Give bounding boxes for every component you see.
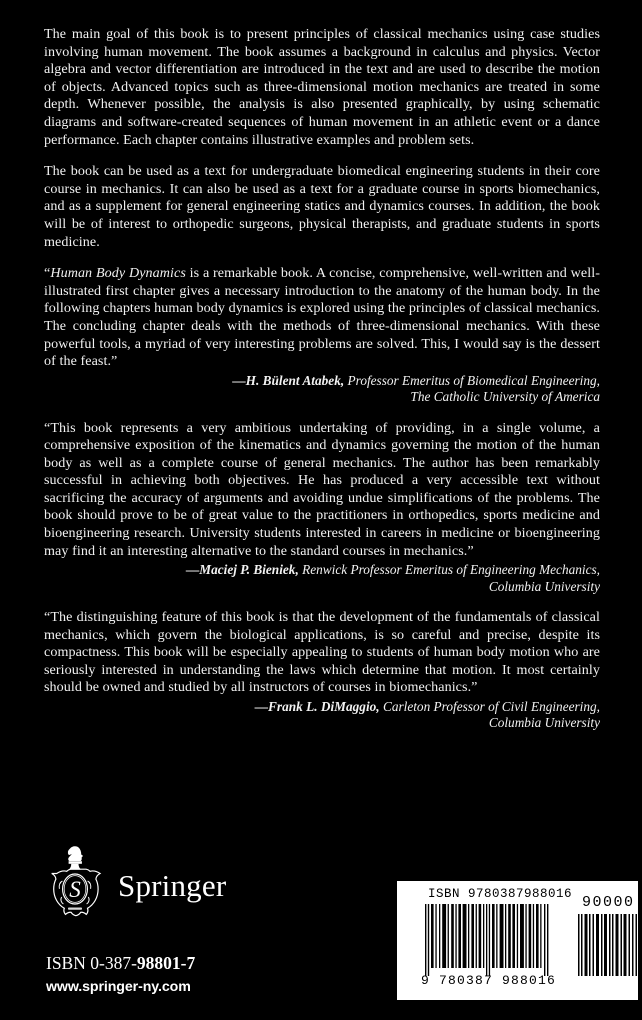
barcode-isbn-label: ISBN 9780387988016 xyxy=(428,887,573,901)
review-quote-dimaggio: “The distinguishing feature of this book is that the development of the fundamentals of classical mechanics, which govern the biological applications, is so careful and precise, despite its compactness. This book will be especially appealing to students of human body motion who are seriously interested in understanding the laws which determine that motion. It most certainly should be owned and studied by all instructors of courses in biomechanics.” xyxy=(44,609,600,696)
publisher-name: Springer xyxy=(118,867,227,903)
isbn-line xyxy=(46,952,195,974)
attribution-line-secondary: Columbia University xyxy=(488,578,600,594)
attribution-line-primary xyxy=(44,373,600,389)
publisher-logo-block xyxy=(48,845,226,919)
isbn-prefix: ISBN 0-387- xyxy=(46,953,137,973)
isbn-text-block xyxy=(46,952,195,997)
cover-text-column xyxy=(44,26,600,746)
barcode-human-readable-digits: 9 780387 988016 xyxy=(421,973,557,988)
description-paragraph-1: The main goal of this book is to present principles of classical mechanics using case studies involving human movement. The book assumes a background in calculus and physics. Vector algebra and vector differentiation are introduced in the text and are used to describe the motion of objects. Advanced topics such as three-dimensional motion mechanics are treated in some depth. Whenever possible, the analysis is also presented graphically, by using schematic diagrams and software-created sequences of human movement in an athletic event or a dance performance. Each chapter contains illustrative examples and problem sets. xyxy=(44,26,600,148)
attribution-role: Carleton Professor of Civil Engineering, xyxy=(379,699,600,715)
description-paragraph-2: The book can be used as a text for undergraduate biomedical engineering students in their core course in mechanics. It can also be used as a text for a graduate course in sports biomechanics, and as a supplement for general engineering statics and dynamics courses. In addition, the book will be of interest to orthopedic surgeons, physical therapists, and graduate students in sports medicine. xyxy=(44,163,600,250)
attribution-role: Renwick Professor Emeritus of Engineering Mechanics, xyxy=(298,562,600,578)
review-attribution-atabek xyxy=(44,373,600,406)
quote-open-mark: “ xyxy=(44,265,51,282)
attribution-line-primary xyxy=(44,699,600,715)
attribution-line-secondary: The Catholic University of America xyxy=(410,389,600,405)
review-quote-atabek xyxy=(44,265,600,371)
review-quote-bieniek: “This book represents a very ambitious undertaking of providing, in a single volume, a comprehensive exposition of the kinematics and dynamics governing the motion of the human body as well as a complete course of general mechanics. The author has been remarkably successful in achieving both objectives. He has produced a very accessible text without sacrificing the accuracy of arguments and avoiding undue simplifications of the problems. The book should prove to be of great value to the practitioners in orthopedics, sports medicine and bioengineering research. University students interested in careers in medicine or bioengineering may find it an interesting alternative to the standard courses in mechanics.” xyxy=(44,419,600,559)
attribution-role: Professor Emeritus of Biomedical Engineering, xyxy=(344,372,600,388)
attribution-line-secondary: Columbia University xyxy=(488,715,600,731)
review-attribution-bieniek xyxy=(44,562,600,595)
attribution-name: —H. Bülent Atabek, xyxy=(232,372,345,388)
isbn-barcode xyxy=(397,881,638,1000)
svg-text:S: S xyxy=(69,877,81,902)
springer-knight-crest-icon xyxy=(48,845,102,919)
publisher-website: www.springer-ny.com xyxy=(46,979,191,995)
isbn-suffix: 98801-7 xyxy=(136,953,196,973)
attribution-line-primary xyxy=(44,562,600,578)
attribution-name: —Maciej P. Bieniek, xyxy=(186,562,299,578)
barcode-ean13-bars xyxy=(425,904,551,976)
barcode-addon-bars xyxy=(578,914,638,976)
attribution-name: —Frank L. DiMaggio, xyxy=(254,699,380,715)
review-quote-body: is a remarkable book. A concise, comprehensive, well-written and well-illustrated first chapter gives a necessary introduction to the anatomy of the human body. In the following chapters human body dynamics is explored using the principles of classical mechanics. The concluding chapter deals with the methods of three-dimensional mechanics. With these powerful tools, a myriad of very interesting problems are solved. This, I would say is the dessert of the feast.” xyxy=(44,265,600,370)
review-attribution-dimaggio xyxy=(44,699,600,732)
barcode-addon-label: 90000 xyxy=(582,894,635,911)
book-title-italic: Human Body Dynamics xyxy=(50,265,186,282)
